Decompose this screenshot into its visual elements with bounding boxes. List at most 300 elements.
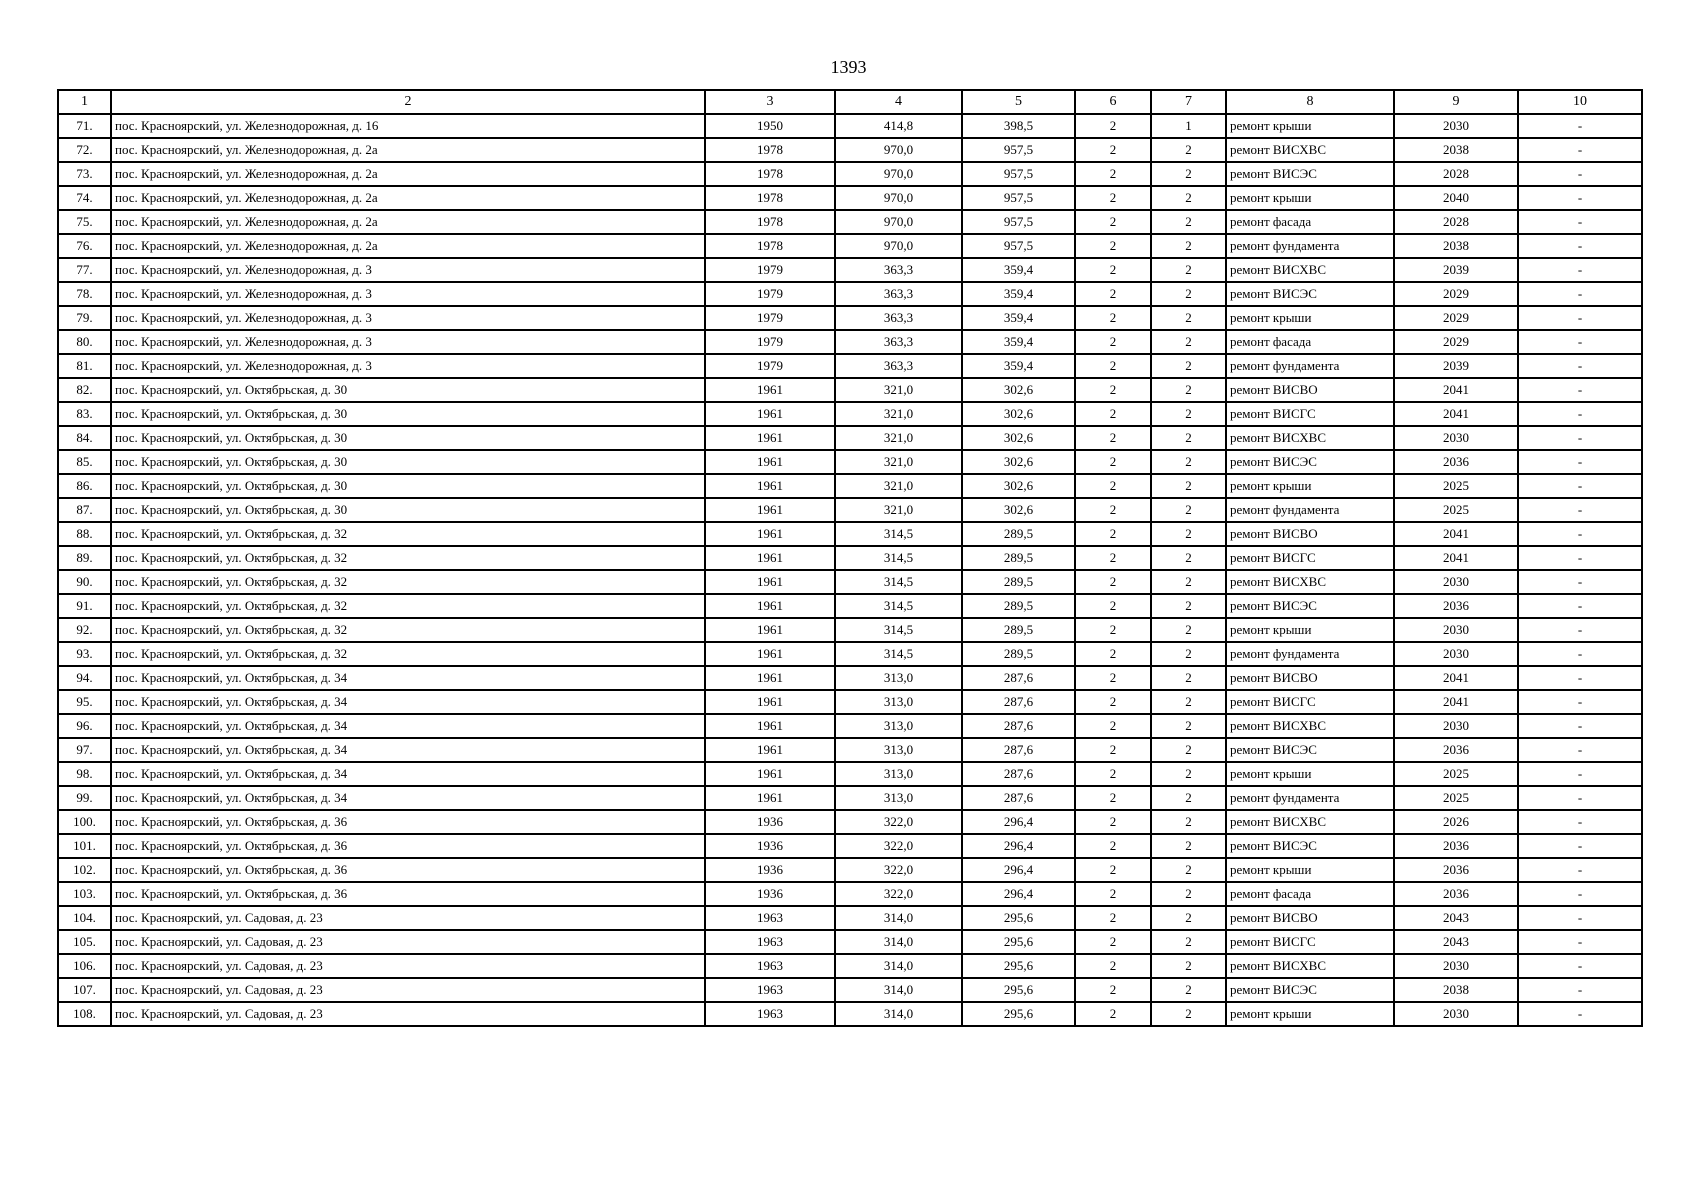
repair-schedule-table bbox=[57, 89, 1643, 1027]
entrances-cell: 2 bbox=[1151, 210, 1226, 234]
entrances-cell: 2 bbox=[1151, 162, 1226, 186]
table-row bbox=[58, 594, 1642, 618]
build-year-cell: 1961 bbox=[705, 786, 835, 810]
floors-cell: 2 bbox=[1075, 570, 1151, 594]
note-cell: - bbox=[1518, 258, 1642, 282]
entrances-cell: 2 bbox=[1151, 282, 1226, 306]
entrances-cell: 2 bbox=[1151, 426, 1226, 450]
table-row bbox=[58, 330, 1642, 354]
column-number-row bbox=[58, 90, 1642, 114]
living-area-cell: 398,5 bbox=[962, 114, 1075, 138]
row-number-cell: 96. bbox=[58, 714, 111, 738]
floors-cell: 2 bbox=[1075, 954, 1151, 978]
planned-year-cell: 2028 bbox=[1394, 162, 1518, 186]
total-area-cell: 314,5 bbox=[835, 546, 962, 570]
row-number-cell: 82. bbox=[58, 378, 111, 402]
row-number-cell: 87. bbox=[58, 498, 111, 522]
living-area-cell: 302,6 bbox=[962, 378, 1075, 402]
entrances-cell: 2 bbox=[1151, 858, 1226, 882]
floors-cell: 2 bbox=[1075, 354, 1151, 378]
table-row bbox=[58, 978, 1642, 1002]
table-row bbox=[58, 258, 1642, 282]
total-area-cell: 321,0 bbox=[835, 378, 962, 402]
row-number-cell: 98. bbox=[58, 762, 111, 786]
living-area-cell: 295,6 bbox=[962, 930, 1075, 954]
work-type-cell: ремонт фундамента bbox=[1226, 786, 1394, 810]
planned-year-cell: 2030 bbox=[1394, 426, 1518, 450]
note-cell: - bbox=[1518, 282, 1642, 306]
note-cell: - bbox=[1518, 210, 1642, 234]
table-row bbox=[58, 474, 1642, 498]
entrances-cell: 2 bbox=[1151, 618, 1226, 642]
row-number-cell: 76. bbox=[58, 234, 111, 258]
floors-cell: 2 bbox=[1075, 114, 1151, 138]
note-cell: - bbox=[1518, 786, 1642, 810]
planned-year-cell: 2040 bbox=[1394, 186, 1518, 210]
total-area-cell: 363,3 bbox=[835, 330, 962, 354]
table-row bbox=[58, 810, 1642, 834]
work-type-cell: ремонт ВИСХВС bbox=[1226, 954, 1394, 978]
row-number-cell: 71. bbox=[58, 114, 111, 138]
total-area-cell: 314,0 bbox=[835, 930, 962, 954]
entrances-cell: 2 bbox=[1151, 570, 1226, 594]
entrances-cell: 2 bbox=[1151, 906, 1226, 930]
note-cell: - bbox=[1518, 978, 1642, 1002]
total-area-cell: 414,8 bbox=[835, 114, 962, 138]
row-number-cell: 97. bbox=[58, 738, 111, 762]
work-type-cell: ремонт ВИСВО bbox=[1226, 666, 1394, 690]
table-row bbox=[58, 546, 1642, 570]
floors-cell: 2 bbox=[1075, 690, 1151, 714]
work-type-cell: ремонт крыши bbox=[1226, 114, 1394, 138]
build-year-cell: 1961 bbox=[705, 738, 835, 762]
row-number-cell: 105. bbox=[58, 930, 111, 954]
address-cell: пос. Красноярский, ул. Октябрьская, д. 36 bbox=[111, 810, 705, 834]
row-number-cell: 77. bbox=[58, 258, 111, 282]
table-row bbox=[58, 210, 1642, 234]
table-row bbox=[58, 402, 1642, 426]
note-cell: - bbox=[1518, 738, 1642, 762]
table-row bbox=[58, 162, 1642, 186]
living-area-cell: 295,6 bbox=[962, 906, 1075, 930]
column-header: 2 bbox=[111, 90, 705, 114]
page-number: 1393 bbox=[830, 57, 867, 77]
entrances-cell: 2 bbox=[1151, 378, 1226, 402]
build-year-cell: 1961 bbox=[705, 570, 835, 594]
entrances-cell: 2 bbox=[1151, 810, 1226, 834]
total-area-cell: 314,5 bbox=[835, 618, 962, 642]
table-row bbox=[58, 354, 1642, 378]
living-area-cell: 957,5 bbox=[962, 210, 1075, 234]
living-area-cell: 302,6 bbox=[962, 426, 1075, 450]
note-cell: - bbox=[1518, 546, 1642, 570]
table-row bbox=[58, 114, 1642, 138]
total-area-cell: 363,3 bbox=[835, 258, 962, 282]
build-year-cell: 1961 bbox=[705, 714, 835, 738]
note-cell: - bbox=[1518, 474, 1642, 498]
floors-cell: 2 bbox=[1075, 882, 1151, 906]
address-cell: пос. Красноярский, ул. Садовая, д. 23 bbox=[111, 930, 705, 954]
table-row bbox=[58, 138, 1642, 162]
table-row bbox=[58, 954, 1642, 978]
note-cell: - bbox=[1518, 930, 1642, 954]
address-cell: пос. Красноярский, ул. Садовая, д. 23 bbox=[111, 978, 705, 1002]
planned-year-cell: 2036 bbox=[1394, 858, 1518, 882]
table-row bbox=[58, 762, 1642, 786]
build-year-cell: 1961 bbox=[705, 498, 835, 522]
total-area-cell: 970,0 bbox=[835, 210, 962, 234]
living-area-cell: 359,4 bbox=[962, 282, 1075, 306]
living-area-cell: 289,5 bbox=[962, 546, 1075, 570]
address-cell: пос. Красноярский, ул. Садовая, д. 23 bbox=[111, 1002, 705, 1026]
floors-cell: 2 bbox=[1075, 810, 1151, 834]
table-row bbox=[58, 690, 1642, 714]
build-year-cell: 1979 bbox=[705, 282, 835, 306]
note-cell: - bbox=[1518, 162, 1642, 186]
note-cell: - bbox=[1518, 594, 1642, 618]
note-cell: - bbox=[1518, 114, 1642, 138]
total-area-cell: 321,0 bbox=[835, 498, 962, 522]
table-row bbox=[58, 522, 1642, 546]
table-row bbox=[58, 714, 1642, 738]
build-year-cell: 1936 bbox=[705, 810, 835, 834]
address-cell: пос. Красноярский, ул. Октябрьская, д. 30 bbox=[111, 426, 705, 450]
note-cell: - bbox=[1518, 642, 1642, 666]
living-area-cell: 957,5 bbox=[962, 138, 1075, 162]
planned-year-cell: 2026 bbox=[1394, 810, 1518, 834]
floors-cell: 2 bbox=[1075, 138, 1151, 162]
note-cell: - bbox=[1518, 906, 1642, 930]
work-type-cell: ремонт ВИСВО bbox=[1226, 906, 1394, 930]
floors-cell: 2 bbox=[1075, 258, 1151, 282]
entrances-cell: 2 bbox=[1151, 330, 1226, 354]
build-year-cell: 1961 bbox=[705, 762, 835, 786]
work-type-cell: ремонт фундамента bbox=[1226, 354, 1394, 378]
build-year-cell: 1979 bbox=[705, 354, 835, 378]
build-year-cell: 1961 bbox=[705, 426, 835, 450]
work-type-cell: ремонт фасада bbox=[1226, 210, 1394, 234]
build-year-cell: 1961 bbox=[705, 594, 835, 618]
total-area-cell: 313,0 bbox=[835, 786, 962, 810]
planned-year-cell: 2038 bbox=[1394, 978, 1518, 1002]
living-area-cell: 287,6 bbox=[962, 738, 1075, 762]
floors-cell: 2 bbox=[1075, 162, 1151, 186]
total-area-cell: 321,0 bbox=[835, 426, 962, 450]
build-year-cell: 1978 bbox=[705, 162, 835, 186]
row-number-cell: 100. bbox=[58, 810, 111, 834]
living-area-cell: 302,6 bbox=[962, 450, 1075, 474]
address-cell: пос. Красноярский, ул. Октябрьская, д. 34 bbox=[111, 762, 705, 786]
entrances-cell: 2 bbox=[1151, 546, 1226, 570]
planned-year-cell: 2039 bbox=[1394, 258, 1518, 282]
table-row bbox=[58, 786, 1642, 810]
living-area-cell: 289,5 bbox=[962, 522, 1075, 546]
address-cell: пос. Красноярский, ул. Садовая, д. 23 bbox=[111, 954, 705, 978]
build-year-cell: 1936 bbox=[705, 834, 835, 858]
entrances-cell: 2 bbox=[1151, 138, 1226, 162]
table-row bbox=[58, 426, 1642, 450]
work-type-cell: ремонт ВИСВО bbox=[1226, 378, 1394, 402]
build-year-cell: 1961 bbox=[705, 378, 835, 402]
row-number-cell: 75. bbox=[58, 210, 111, 234]
work-type-cell: ремонт крыши bbox=[1226, 186, 1394, 210]
address-cell: пос. Красноярский, ул. Октябрьская, д. 32 bbox=[111, 546, 705, 570]
living-area-cell: 295,6 bbox=[962, 978, 1075, 1002]
note-cell: - bbox=[1518, 762, 1642, 786]
note-cell: - bbox=[1518, 498, 1642, 522]
address-cell: пос. Красноярский, ул. Октябрьская, д. 32 bbox=[111, 618, 705, 642]
total-area-cell: 313,0 bbox=[835, 690, 962, 714]
living-area-cell: 287,6 bbox=[962, 714, 1075, 738]
planned-year-cell: 2030 bbox=[1394, 618, 1518, 642]
row-number-cell: 80. bbox=[58, 330, 111, 354]
note-cell: - bbox=[1518, 402, 1642, 426]
table-row bbox=[58, 906, 1642, 930]
living-area-cell: 295,6 bbox=[962, 1002, 1075, 1026]
address-cell: пос. Красноярский, ул. Железнодорожная, д. 2а bbox=[111, 162, 705, 186]
total-area-cell: 322,0 bbox=[835, 834, 962, 858]
work-type-cell: ремонт ВИСХВС bbox=[1226, 138, 1394, 162]
address-cell: пос. Красноярский, ул. Октябрьская, д. 32 bbox=[111, 522, 705, 546]
entrances-cell: 2 bbox=[1151, 930, 1226, 954]
floors-cell: 2 bbox=[1075, 594, 1151, 618]
total-area-cell: 314,5 bbox=[835, 522, 962, 546]
floors-cell: 2 bbox=[1075, 498, 1151, 522]
note-cell: - bbox=[1518, 570, 1642, 594]
entrances-cell: 1 bbox=[1151, 114, 1226, 138]
work-type-cell: ремонт фундамента bbox=[1226, 642, 1394, 666]
address-cell: пос. Красноярский, ул. Октябрьская, д. 34 bbox=[111, 786, 705, 810]
table-row bbox=[58, 642, 1642, 666]
address-cell: пос. Красноярский, ул. Октябрьская, д. 30 bbox=[111, 474, 705, 498]
row-number-cell: 94. bbox=[58, 666, 111, 690]
note-cell: - bbox=[1518, 858, 1642, 882]
planned-year-cell: 2041 bbox=[1394, 402, 1518, 426]
entrances-cell: 2 bbox=[1151, 474, 1226, 498]
column-header: 3 bbox=[705, 90, 835, 114]
build-year-cell: 1961 bbox=[705, 618, 835, 642]
address-cell: пос. Красноярский, ул. Железнодорожная, д. 3 bbox=[111, 354, 705, 378]
planned-year-cell: 2029 bbox=[1394, 330, 1518, 354]
note-cell: - bbox=[1518, 618, 1642, 642]
address-cell: пос. Красноярский, ул. Октябрьская, д. 30 bbox=[111, 450, 705, 474]
work-type-cell: ремонт крыши bbox=[1226, 474, 1394, 498]
column-header: 5 bbox=[962, 90, 1075, 114]
table-row bbox=[58, 378, 1642, 402]
floors-cell: 2 bbox=[1075, 450, 1151, 474]
build-year-cell: 1961 bbox=[705, 666, 835, 690]
work-type-cell: ремонт крыши bbox=[1226, 306, 1394, 330]
floors-cell: 2 bbox=[1075, 402, 1151, 426]
row-number-cell: 104. bbox=[58, 906, 111, 930]
address-cell: пос. Красноярский, ул. Октябрьская, д. 34 bbox=[111, 666, 705, 690]
total-area-cell: 314,0 bbox=[835, 1002, 962, 1026]
living-area-cell: 296,4 bbox=[962, 834, 1075, 858]
living-area-cell: 302,6 bbox=[962, 402, 1075, 426]
planned-year-cell: 2036 bbox=[1394, 882, 1518, 906]
living-area-cell: 957,5 bbox=[962, 234, 1075, 258]
planned-year-cell: 2025 bbox=[1394, 498, 1518, 522]
floors-cell: 2 bbox=[1075, 426, 1151, 450]
work-type-cell: ремонт ВИСЭС bbox=[1226, 738, 1394, 762]
entrances-cell: 2 bbox=[1151, 522, 1226, 546]
floors-cell: 2 bbox=[1075, 858, 1151, 882]
total-area-cell: 322,0 bbox=[835, 882, 962, 906]
row-number-cell: 81. bbox=[58, 354, 111, 378]
work-type-cell: ремонт ВИСЭС bbox=[1226, 282, 1394, 306]
row-number-cell: 89. bbox=[58, 546, 111, 570]
table-row bbox=[58, 666, 1642, 690]
row-number-cell: 101. bbox=[58, 834, 111, 858]
build-year-cell: 1979 bbox=[705, 306, 835, 330]
work-type-cell: ремонт ВИСГС bbox=[1226, 546, 1394, 570]
floors-cell: 2 bbox=[1075, 666, 1151, 690]
note-cell: - bbox=[1518, 834, 1642, 858]
note-cell: - bbox=[1518, 882, 1642, 906]
planned-year-cell: 2041 bbox=[1394, 378, 1518, 402]
total-area-cell: 363,3 bbox=[835, 354, 962, 378]
work-type-cell: ремонт ВИСЭС bbox=[1226, 978, 1394, 1002]
total-area-cell: 314,0 bbox=[835, 954, 962, 978]
table-row bbox=[58, 618, 1642, 642]
total-area-cell: 970,0 bbox=[835, 234, 962, 258]
row-number-cell: 72. bbox=[58, 138, 111, 162]
address-cell: пос. Красноярский, ул. Октябрьская, д. 30 bbox=[111, 498, 705, 522]
total-area-cell: 313,0 bbox=[835, 714, 962, 738]
address-cell: пос. Красноярский, ул. Железнодорожная, д. 16 bbox=[111, 114, 705, 138]
row-number-cell: 107. bbox=[58, 978, 111, 1002]
note-cell: - bbox=[1518, 522, 1642, 546]
row-number-cell: 74. bbox=[58, 186, 111, 210]
total-area-cell: 322,0 bbox=[835, 858, 962, 882]
address-cell: пос. Красноярский, ул. Октябрьская, д. 32 bbox=[111, 570, 705, 594]
build-year-cell: 1961 bbox=[705, 690, 835, 714]
planned-year-cell: 2030 bbox=[1394, 714, 1518, 738]
floors-cell: 2 bbox=[1075, 906, 1151, 930]
planned-year-cell: 2039 bbox=[1394, 354, 1518, 378]
row-number-cell: 95. bbox=[58, 690, 111, 714]
entrances-cell: 2 bbox=[1151, 186, 1226, 210]
planned-year-cell: 2041 bbox=[1394, 690, 1518, 714]
total-area-cell: 970,0 bbox=[835, 138, 962, 162]
address-cell: пос. Красноярский, ул. Октябрьская, д. 32 bbox=[111, 642, 705, 666]
table-row bbox=[58, 306, 1642, 330]
row-number-cell: 106. bbox=[58, 954, 111, 978]
table-row bbox=[58, 882, 1642, 906]
entrances-cell: 2 bbox=[1151, 498, 1226, 522]
total-area-cell: 321,0 bbox=[835, 402, 962, 426]
floors-cell: 2 bbox=[1075, 834, 1151, 858]
work-type-cell: ремонт ВИСХВС bbox=[1226, 810, 1394, 834]
floors-cell: 2 bbox=[1075, 210, 1151, 234]
row-number-cell: 99. bbox=[58, 786, 111, 810]
entrances-cell: 2 bbox=[1151, 834, 1226, 858]
planned-year-cell: 2036 bbox=[1394, 738, 1518, 762]
total-area-cell: 321,0 bbox=[835, 450, 962, 474]
address-cell: пос. Красноярский, ул. Октябрьская, д. 34 bbox=[111, 714, 705, 738]
planned-year-cell: 2041 bbox=[1394, 546, 1518, 570]
row-number-cell: 93. bbox=[58, 642, 111, 666]
total-area-cell: 970,0 bbox=[835, 162, 962, 186]
row-number-cell: 83. bbox=[58, 402, 111, 426]
total-area-cell: 321,0 bbox=[835, 474, 962, 498]
work-type-cell: ремонт ВИСГС bbox=[1226, 402, 1394, 426]
planned-year-cell: 2041 bbox=[1394, 522, 1518, 546]
entrances-cell: 2 bbox=[1151, 402, 1226, 426]
table-row bbox=[58, 834, 1642, 858]
row-number-cell: 85. bbox=[58, 450, 111, 474]
note-cell: - bbox=[1518, 354, 1642, 378]
table-row bbox=[58, 858, 1642, 882]
address-cell: пос. Красноярский, ул. Октябрьская, д. 32 bbox=[111, 594, 705, 618]
living-area-cell: 295,6 bbox=[962, 954, 1075, 978]
row-number-cell: 90. bbox=[58, 570, 111, 594]
build-year-cell: 1936 bbox=[705, 882, 835, 906]
note-cell: - bbox=[1518, 306, 1642, 330]
floors-cell: 2 bbox=[1075, 330, 1151, 354]
row-number-cell: 108. bbox=[58, 1002, 111, 1026]
build-year-cell: 1978 bbox=[705, 210, 835, 234]
floors-cell: 2 bbox=[1075, 738, 1151, 762]
work-type-cell: ремонт крыши bbox=[1226, 1002, 1394, 1026]
column-header: 1 bbox=[58, 90, 111, 114]
floors-cell: 2 bbox=[1075, 186, 1151, 210]
floors-cell: 2 bbox=[1075, 282, 1151, 306]
total-area-cell: 363,3 bbox=[835, 306, 962, 330]
entrances-cell: 2 bbox=[1151, 978, 1226, 1002]
floors-cell: 2 bbox=[1075, 978, 1151, 1002]
living-area-cell: 957,5 bbox=[962, 162, 1075, 186]
note-cell: - bbox=[1518, 426, 1642, 450]
total-area-cell: 314,0 bbox=[835, 978, 962, 1002]
row-number-cell: 102. bbox=[58, 858, 111, 882]
column-header: 9 bbox=[1394, 90, 1518, 114]
total-area-cell: 313,0 bbox=[835, 762, 962, 786]
living-area-cell: 302,6 bbox=[962, 474, 1075, 498]
column-header: 10 bbox=[1518, 90, 1642, 114]
living-area-cell: 359,4 bbox=[962, 330, 1075, 354]
address-cell: пос. Красноярский, ул. Октябрьская, д. 34 bbox=[111, 738, 705, 762]
note-cell: - bbox=[1518, 234, 1642, 258]
planned-year-cell: 2028 bbox=[1394, 210, 1518, 234]
row-number-cell: 91. bbox=[58, 594, 111, 618]
floors-cell: 2 bbox=[1075, 306, 1151, 330]
work-type-cell: ремонт ВИСХВС bbox=[1226, 258, 1394, 282]
column-header: 6 bbox=[1075, 90, 1151, 114]
table-row bbox=[58, 282, 1642, 306]
note-cell: - bbox=[1518, 954, 1642, 978]
note-cell: - bbox=[1518, 690, 1642, 714]
table-row bbox=[58, 1002, 1642, 1026]
floors-cell: 2 bbox=[1075, 618, 1151, 642]
note-cell: - bbox=[1518, 378, 1642, 402]
living-area-cell: 289,5 bbox=[962, 618, 1075, 642]
work-type-cell: ремонт фасада bbox=[1226, 330, 1394, 354]
build-year-cell: 1961 bbox=[705, 402, 835, 426]
work-type-cell: ремонт ВИСГС bbox=[1226, 930, 1394, 954]
work-type-cell: ремонт ВИСХВС bbox=[1226, 570, 1394, 594]
floors-cell: 2 bbox=[1075, 714, 1151, 738]
planned-year-cell: 2030 bbox=[1394, 1002, 1518, 1026]
note-cell: - bbox=[1518, 186, 1642, 210]
build-year-cell: 1961 bbox=[705, 450, 835, 474]
column-header: 8 bbox=[1226, 90, 1394, 114]
note-cell: - bbox=[1518, 1002, 1642, 1026]
build-year-cell: 1979 bbox=[705, 330, 835, 354]
floors-cell: 2 bbox=[1075, 762, 1151, 786]
build-year-cell: 1963 bbox=[705, 978, 835, 1002]
planned-year-cell: 2041 bbox=[1394, 666, 1518, 690]
